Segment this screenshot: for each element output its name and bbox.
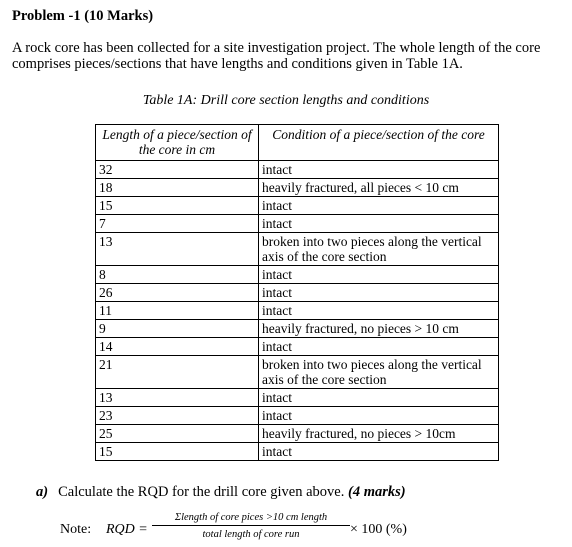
condition-column-header: Condition of a piece/section of the core — [259, 125, 499, 161]
table-row — [96, 215, 499, 233]
length-cell: 14 — [96, 338, 259, 356]
rqd-numerator: Σlength of core pices >10 cm length — [152, 512, 350, 526]
table-row — [96, 179, 499, 197]
length-cell: 25 — [96, 425, 259, 443]
table-row — [96, 443, 499, 461]
length-cell: 26 — [96, 284, 259, 302]
problem-description: A rock core has been collected for a site investigation project. The whole length of the core comprises pieces/sections that have lengths and conditions given in Table 1A. — [12, 40, 541, 72]
rqd-fraction — [152, 512, 350, 540]
length-cell: 15 — [96, 197, 259, 215]
condition-cell: intact — [259, 161, 499, 179]
length-cell: 32 — [96, 161, 259, 179]
table-row — [96, 233, 499, 266]
length-cell: 21 — [96, 356, 259, 389]
table-row — [96, 302, 499, 320]
length-cell: 13 — [96, 389, 259, 407]
question-a — [36, 484, 406, 501]
condition-cell: intact — [259, 197, 499, 215]
problem-heading: Problem -1 (10 Marks) — [12, 8, 154, 24]
condition-cell: intact — [259, 284, 499, 302]
question-label: a) — [36, 484, 49, 500]
condition-cell: intact — [259, 389, 499, 407]
condition-cell: intact — [259, 443, 499, 461]
length-column-header: Length of a piece/section of the core in cm — [96, 125, 259, 161]
length-cell: 8 — [96, 266, 259, 284]
question-text: Calculate the RQD for the drill core given above. — [58, 484, 345, 500]
table-body — [96, 161, 499, 461]
condition-cell: heavily fractured, no pieces > 10cm — [259, 425, 499, 443]
question-marks: (4 marks) — [348, 484, 406, 500]
table-row — [96, 284, 499, 302]
table-row — [96, 320, 499, 338]
condition-cell: heavily fractured, no pieces > 10 cm — [259, 320, 499, 338]
length-cell: 23 — [96, 407, 259, 425]
rqd-lhs: RQD = — [106, 522, 148, 537]
table-row — [96, 161, 499, 179]
length-cell: 9 — [96, 320, 259, 338]
core-sections-table — [95, 124, 499, 461]
table-row — [96, 425, 499, 443]
length-cell: 7 — [96, 215, 259, 233]
table-header-row — [96, 125, 499, 161]
condition-cell: heavily fractured, all pieces < 10 cm — [259, 179, 499, 197]
table-caption: Table 1A: Drill core section lengths and conditions — [142, 93, 430, 108]
condition-cell: intact — [259, 407, 499, 425]
table-row — [96, 338, 499, 356]
note-label: Note: — [60, 522, 92, 537]
length-cell: 13 — [96, 233, 259, 266]
condition-cell: broken into two pieces along the vertical axis of the core section — [259, 356, 499, 389]
condition-cell: intact — [259, 215, 499, 233]
table-row — [96, 197, 499, 215]
length-cell: 18 — [96, 179, 259, 197]
table-row — [96, 407, 499, 425]
condition-cell: intact — [259, 338, 499, 356]
length-cell: 15 — [96, 443, 259, 461]
table-row — [96, 356, 499, 389]
condition-cell: intact — [259, 266, 499, 284]
condition-cell: intact — [259, 302, 499, 320]
length-cell: 11 — [96, 302, 259, 320]
rqd-denominator: total length of core run — [202, 529, 300, 540]
condition-cell: broken into two pieces along the vertical axis of the core section — [259, 233, 499, 266]
table-row — [96, 389, 499, 407]
rqd-multiplier: × 100 (%) — [350, 522, 407, 537]
table-row — [96, 266, 499, 284]
